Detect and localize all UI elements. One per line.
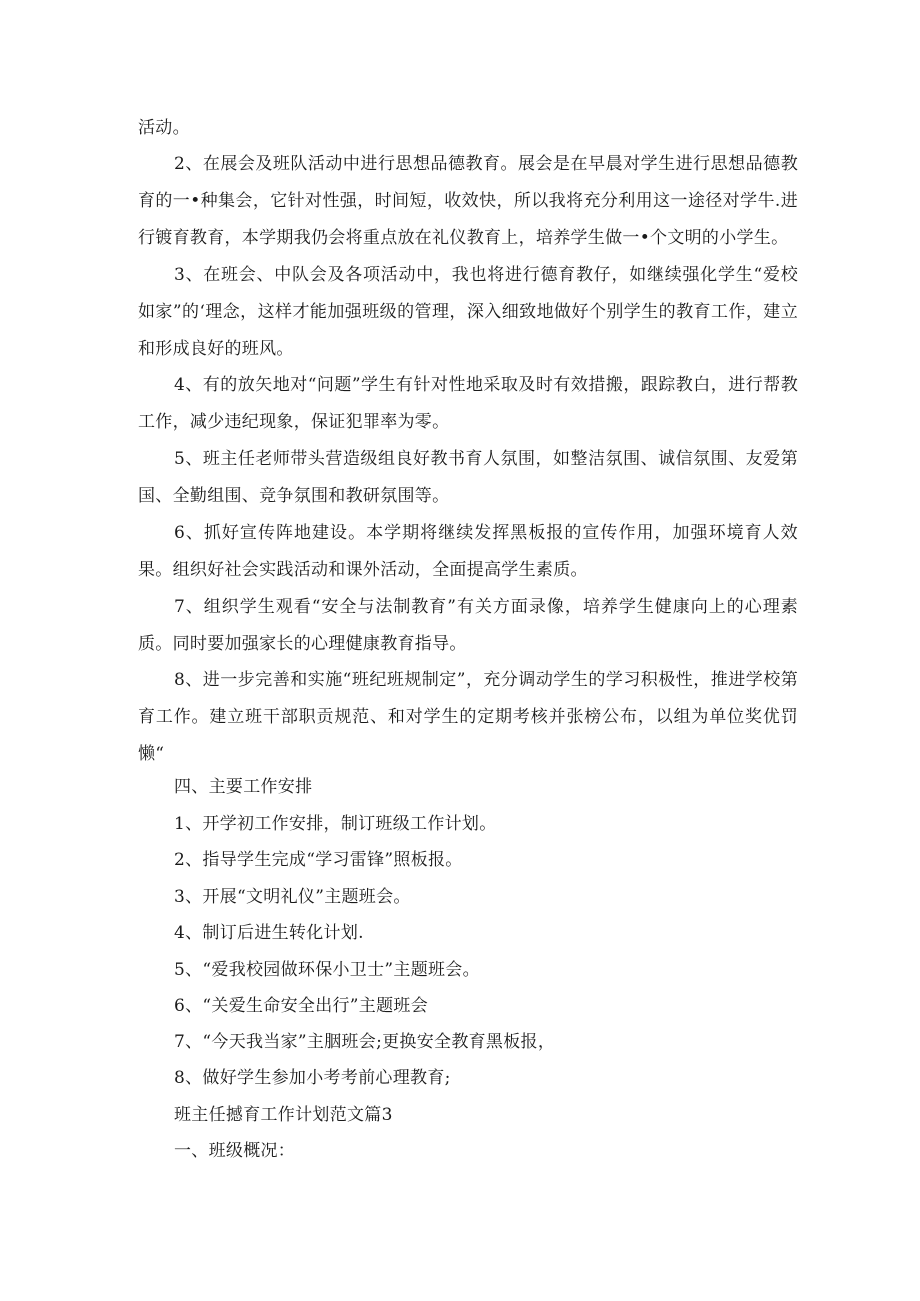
arrangement-item-1: 1、开学初工作安排，制订班级工作计划。: [174, 814, 497, 834]
paragraph-item-2: 2、在展会及班队活动中进行思想品德教育。展会是在早晨对学生进行思想品德教育的一•种集会，它针对性强，时间短，收效快，所以我将充分利用这一途径对学牛.进行镀育教育，本学期我仍会将重点放在礼仪教育上，培养学生做一•个文明的小学生。: [138, 154, 798, 248]
paragraph-item-7: 7、组织学生观看“安全与法制教育”有关方面录像，培养学生健康向上的心理素质。同时要加强家长的心理健康教育指导。: [138, 597, 798, 654]
section-heading-class-overview: 一、班级概况：: [174, 1141, 296, 1161]
arrangement-item-5: 5、“爱我校园做环保小卫士”主题班会。: [174, 960, 480, 980]
arrangement-item-7: 7、“今天我当家”主胭班会;更换安全教育黑板报，: [174, 1032, 556, 1052]
paragraph-item-4: 4、有的放矢地对“问题”学生有针对性地采取及时有效措搬，跟踪教白，进行帮教工作，减少违纪现象，保证犯罪率为零。: [138, 375, 798, 432]
arrangement-item-3: 3、开展“文明礼仪”主题班会。: [174, 887, 411, 907]
paragraph-item-3: 3、在班会、中队会及各项活动中，我也将进行德育教仔，如继续强化学生“爱校如家”的‘理念，这样才能加强班级的管理，深入细致地做好个别学生的教育工作，建立和形成良好的班风。: [138, 265, 798, 359]
paragraph-continuation: 活动。: [138, 118, 190, 138]
paragraph-item-6: 6、抓好宣传阵地建设。本学期将继续发挥黑板报的宣传作用，加强环境育人效果。组织好社会实践活动和课外活动，全面提高学生素质。: [138, 523, 798, 580]
paragraph-item-8: 8、进一步完善和实施“班纪班规制定”，充分调动学生的学习积极性，推进学校第育工作。建立班干部职贡规范、和对学生的定期考核并张榜公布，以组为单位奖优罚懒“: [138, 670, 798, 764]
section-heading-arrangements: 四、主要工作安排: [174, 777, 313, 797]
paragraph-item-5: 5、班主任老师带头营造级组良好教书育人氛围，如整洁氛围、诚信氛围、友爱第国、全勤组围、竞争氛围和教研氛围等。: [138, 449, 798, 506]
next-article-title: 班主任撼育工作计划范文篇3: [174, 1105, 393, 1125]
arrangement-item-4: 4、制订后进生转化计划.: [174, 923, 364, 943]
arrangement-item-6: 6、“关爱生命安全出行”主题班会: [174, 996, 428, 1016]
arrangement-item-8: 8、做好学生参加小考考前心理教育;: [174, 1068, 451, 1088]
arrangement-item-2: 2、指导学生完成“学习雷锋”照板报。: [174, 850, 463, 870]
